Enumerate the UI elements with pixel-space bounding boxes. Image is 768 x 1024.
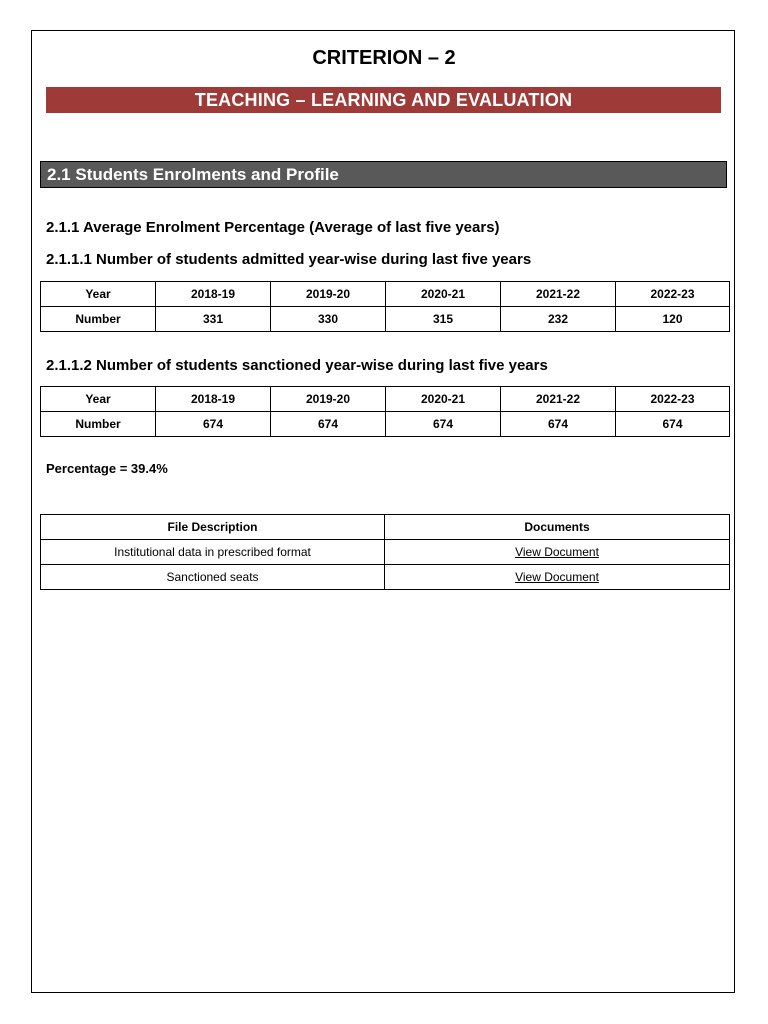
percentage-text: Percentage = 39.4%	[46, 461, 168, 476]
value-cell: 674	[501, 412, 616, 437]
documents-table	[40, 514, 730, 590]
documents-cell	[385, 565, 730, 590]
table-row	[41, 540, 730, 565]
row-label-year: Year	[41, 282, 156, 307]
metric-heading-2-1-1-1: 2.1.1.1 Number of students admitted year-wise during last five years	[46, 251, 532, 268]
row-label-number: Number	[41, 307, 156, 332]
admitted-table	[40, 281, 730, 332]
criterion-banner: TEACHING – LEARNING AND EVALUATION	[46, 87, 721, 113]
table-row	[41, 387, 730, 412]
value-cell: 315	[386, 307, 501, 332]
year-cell: 2020-21	[386, 387, 501, 412]
documents-cell	[385, 540, 730, 565]
metric-heading-2-1-1: 2.1.1 Average Enrolment Percentage (Average of last five years)	[46, 219, 500, 236]
file-description-cell: Sanctioned seats	[41, 565, 385, 590]
year-cell: 2021-22	[501, 387, 616, 412]
file-description-cell: Institutional data in prescribed format	[41, 540, 385, 565]
year-cell: 2019-20	[271, 282, 386, 307]
view-document-link[interactable]: View Document	[515, 570, 599, 584]
table-row	[41, 307, 730, 332]
value-cell: 674	[386, 412, 501, 437]
value-cell: 674	[271, 412, 386, 437]
section-heading: 2.1 Students Enrolments and Profile	[40, 161, 727, 188]
view-document-link[interactable]: View Document	[515, 545, 599, 559]
value-cell: 120	[616, 307, 730, 332]
table-header-row	[41, 515, 730, 540]
value-cell: 330	[271, 307, 386, 332]
value-cell: 674	[156, 412, 271, 437]
year-cell: 2019-20	[271, 387, 386, 412]
year-cell: 2022-23	[616, 387, 730, 412]
table-row	[41, 412, 730, 437]
metric-heading-2-1-1-2: 2.1.1.2 Number of students sanctioned year-wise during last five years	[46, 357, 548, 374]
criterion-title: CRITERION – 2	[312, 47, 456, 69]
year-cell: 2018-19	[156, 282, 271, 307]
table-row	[41, 282, 730, 307]
row-label-year: Year	[41, 387, 156, 412]
documents-header: Documents	[385, 515, 730, 540]
year-cell: 2020-21	[386, 282, 501, 307]
year-cell: 2022-23	[616, 282, 730, 307]
sanctioned-table	[40, 386, 730, 437]
row-label-number: Number	[41, 412, 156, 437]
value-cell: 232	[501, 307, 616, 332]
value-cell: 674	[616, 412, 730, 437]
table-row	[41, 565, 730, 590]
year-cell: 2021-22	[501, 282, 616, 307]
year-cell: 2018-19	[156, 387, 271, 412]
file-description-header: File Description	[41, 515, 385, 540]
value-cell: 331	[156, 307, 271, 332]
